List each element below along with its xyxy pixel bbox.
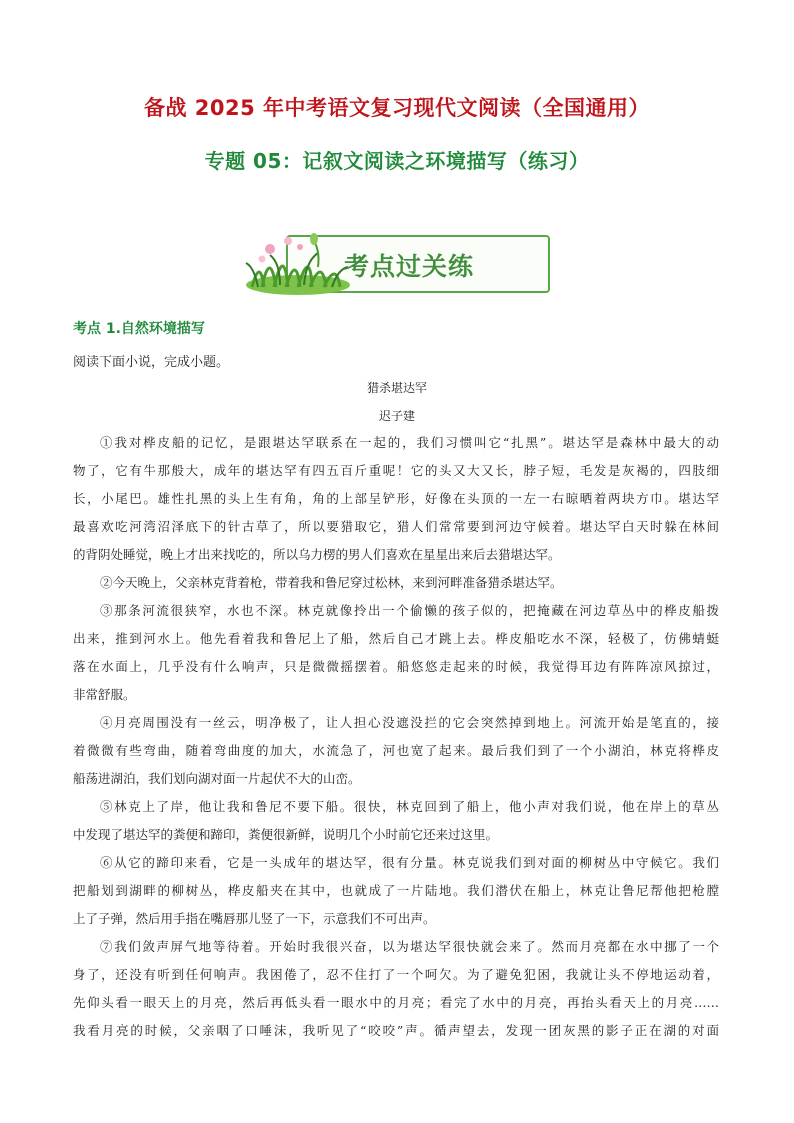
document-subtitle: 专题 05：记叙文阅读之环境描写（练习） (204, 149, 590, 173)
text-line: ④月亮周围没有一丝云，明净极了，让人担心没遮没拦的它会突然掉到地上。河流开始是笔直的，接 (100, 715, 719, 730)
text-line: 上了子弹，然后用手指在嘴唇那儿竖了一下，示意我们不可出声。 (73, 911, 436, 926)
text-line: 长，小尾巴。雄性扎黑的头上生有角，角的上部呈铲形，好像在头顶的一左一右晾晒着两块方巾。堪达罕 (73, 491, 719, 506)
text-line: 中发现了堪达罕的粪便和蹄印，粪便很新鲜，说明几个小时前它还来过这里。 (73, 827, 499, 842)
text-line: 的背阴处睡觉，晚上才出来找吃的，所以乌力楞的男人们喜欢在星星出来后去猎堪达罕。 (73, 547, 561, 562)
section-heading: 考点 1.自然环境描写 (73, 321, 205, 337)
text-line: ⑤林克上了岸，他让我和鲁尼不要下船。很快，林克回到了船上，他小声对我们说，他在岸上的草丛 (100, 799, 719, 814)
text-line: 物了，它有牛那般大，成年的堪达罕有四五百斤重呢！它的头又大又长，脖子短，毛发是灰褐的，四肢细 (73, 463, 719, 478)
text-line: ①我对桦皮船的记忆，是跟堪达罕联系在一起的，我们习惯叫它“扎黑”。堪达罕是森林中最大的动 (100, 435, 719, 450)
text-line: 落在水面上，几乎没有什么响声，只是微微摇摆着。船悠悠走起来的时候，我觉得耳边有阵阵凉风掠过， (73, 659, 719, 674)
text-line: 船荡进湖泊，我们划向湖对面一片起伏不大的山峦。 (73, 771, 361, 786)
text-line: 着微微有些弯曲，随着弯曲度的加大，水流急了，河也宽了起来。最后我们到了一个小湖泊，林克将桦皮 (73, 743, 719, 758)
text-line: 先仰头看一眼天上的月亮，然后再低头看一眼水中的月亮；看完了水中的月亮，再抬头看天上的月亮…… (73, 995, 719, 1010)
instruction-text: 阅读下面小说，完成小题。 (73, 355, 230, 370)
document-title: 备战 2025 年中考语文复习现代文阅读（全国通用） (143, 96, 651, 120)
text-line: 最喜欢吃河湾沼泽底下的针古草了，所以要猎取它，猎人们常常要到河边守候着。堪达罕白天时躲在林间 (73, 519, 719, 534)
section-banner (240, 227, 552, 295)
text-line: 身了，还没有听到任何响声。我困倦了，忍不住打了一个呵欠。为了避免犯困，我就让头不停地运动着， (73, 967, 719, 982)
grass-flower-icon (240, 227, 360, 295)
text-line: 出来，推到河水上。他先看着我和鲁尼上了船，然后自己才跳上去。桦皮船吃水不深，轻极了，仿佛蜻蜓 (73, 631, 719, 646)
text-line: 非常舒服。 (73, 687, 136, 702)
text-line: ⑥从它的蹄印来看，它是一头成年的堪达罕，很有分量。林克说我们到对面的柳树丛中守候它。我们 (100, 855, 719, 870)
text-line: ③那条河流很狭窄，水也不深。林克就像拎出一个偷懒的孩子似的，把掩藏在河边草丛中的桦皮船拨 (100, 603, 719, 618)
story-body (73, 429, 719, 1045)
story-title: 猎杀堪达罕 (366, 381, 427, 395)
story-author: 迟子建 (378, 409, 415, 423)
text-line: ②今天晚上，父亲林克背着枪，带着我和鲁尼穿过松林，来到河畔准备猎杀堪达罕。 (100, 575, 563, 590)
text-line: 把船划到湖畔的柳树丛，桦皮船夹在其中，也就成了一片陆地。我们潜伏在船上，林克让鲁尼帮他把枪膛 (73, 883, 719, 898)
text-line: ⑦我们敛声屏气地等待着。开始时我很兴奋，以为堪达罕很快就会来了。然而月亮都在水中挪了一个 (100, 939, 719, 954)
banner-label: 考点过关练 (344, 252, 475, 281)
text-line: 我看月亮的时候，父亲咽了口唾沫，我听见了“咬咬”声。循声望去，发现一团灰黑的影子正在湖的对面 (73, 1023, 719, 1038)
